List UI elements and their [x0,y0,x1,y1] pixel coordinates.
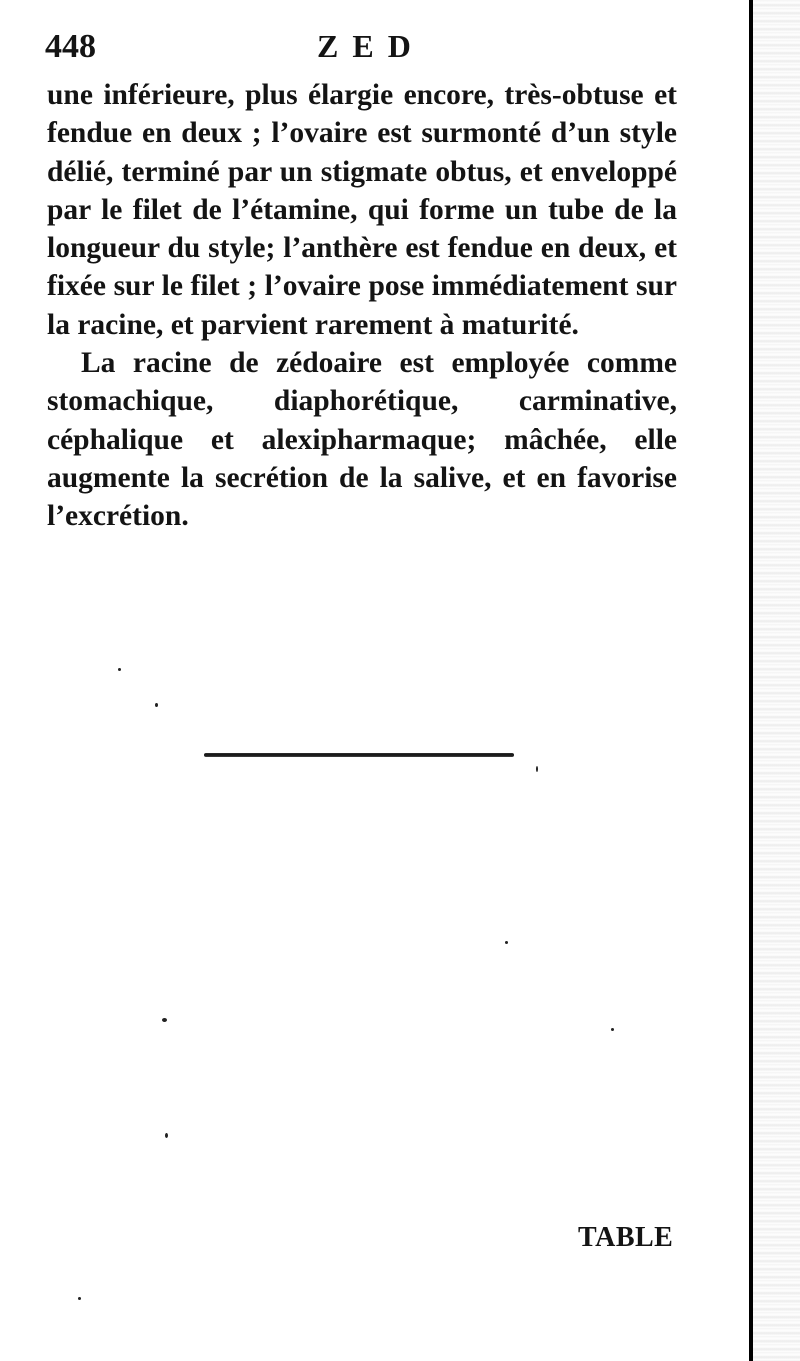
ink-speck [536,766,538,772]
ink-speck [155,703,158,707]
ink-speck [505,941,508,944]
paragraph: une inférieure, plus élargie encore, très-obtuse et fendue en deux ; l’ovaire est surmonté d’un style délié, terminé par un stigmate obtus, et enveloppé par le filet de l’étamine, qui forme un tube de la longueur du style; l’anthère est fendue en deux, et fixée sur le filet ; l’ovaire pose immédiatement sur la racine, et parvient rarement à maturité. [47,79,677,341]
section-divider-rule [204,753,514,757]
body-text [47,76,677,536]
ink-speck [165,1133,168,1138]
page-header [45,28,685,72]
paragraph: La racine de zédoaire est employée comme stomachique, diaphorétique, carminative, céphalique et alexipharmaque; mâchée, elle augmente la secrétion de la salive, et en favorise l’excrétion. [47,347,677,533]
catchword: TABLE [578,1222,674,1253]
ink-speck [118,668,121,671]
ink-speck [78,1297,81,1300]
ink-speck [611,1028,614,1031]
ink-speck [162,1018,167,1022]
running-head: ZED [317,28,425,64]
page-number: 448 [45,28,96,65]
page-edge-shadow [753,0,800,1361]
